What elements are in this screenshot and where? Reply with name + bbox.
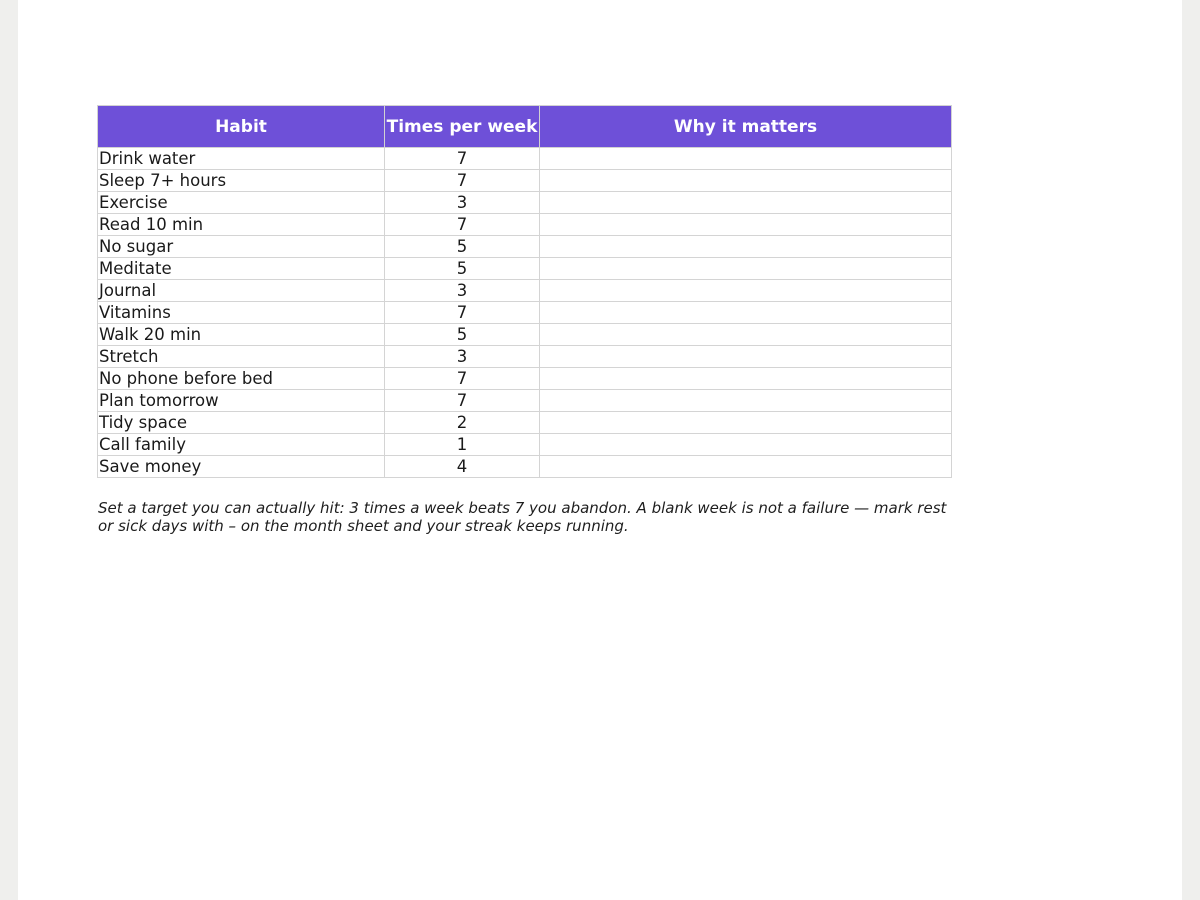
- habit-rows: [98, 148, 952, 478]
- footnote: Set a target you can actually hit: 3 times a week beats 7 you abandon. A blank week is not a failure — mark rest or sick days with – on the month sheet and your streak keeps running.: [98, 499, 947, 535]
- times-per-week-cell[interactable]: 5: [385, 324, 540, 346]
- habit-cell[interactable]: Read 10 min: [98, 214, 385, 236]
- table-row: [98, 214, 952, 236]
- why-it-matters-cell[interactable]: [540, 390, 952, 412]
- document-page: [18, 0, 1182, 900]
- header-times-per-week: Times per week: [385, 106, 540, 148]
- table-row: [98, 236, 952, 258]
- times-per-week-cell[interactable]: 3: [385, 346, 540, 368]
- table-row: [98, 258, 952, 280]
- table-row: [98, 390, 952, 412]
- times-per-week-cell[interactable]: 4: [385, 456, 540, 478]
- habit-cell[interactable]: Sleep 7+ hours: [98, 170, 385, 192]
- habit-cell[interactable]: No phone before bed: [98, 368, 385, 390]
- header-why-it-matters: Why it matters: [540, 106, 952, 148]
- habit-cell[interactable]: Call family: [98, 434, 385, 456]
- times-per-week-cell[interactable]: 3: [385, 280, 540, 302]
- habit-cell[interactable]: Journal: [98, 280, 385, 302]
- times-per-week-cell[interactable]: 5: [385, 258, 540, 280]
- why-it-matters-cell[interactable]: [540, 434, 952, 456]
- habit-cell[interactable]: Save money: [98, 456, 385, 478]
- times-per-week-cell[interactable]: 7: [385, 368, 540, 390]
- times-per-week-cell[interactable]: 7: [385, 302, 540, 324]
- table-row: [98, 434, 952, 456]
- why-it-matters-cell[interactable]: [540, 236, 952, 258]
- why-it-matters-cell[interactable]: [540, 280, 952, 302]
- why-it-matters-cell[interactable]: [540, 170, 952, 192]
- habit-cell[interactable]: Stretch: [98, 346, 385, 368]
- habit-cell[interactable]: Exercise: [98, 192, 385, 214]
- table-row: [98, 324, 952, 346]
- why-it-matters-cell[interactable]: [540, 214, 952, 236]
- times-per-week-cell[interactable]: 5: [385, 236, 540, 258]
- table-row: [98, 456, 952, 478]
- habit-cell[interactable]: Meditate: [98, 258, 385, 280]
- why-it-matters-cell[interactable]: [540, 456, 952, 478]
- table-row: [98, 412, 952, 434]
- header-row: [98, 106, 952, 148]
- times-per-week-cell[interactable]: 7: [385, 390, 540, 412]
- why-it-matters-cell[interactable]: [540, 368, 952, 390]
- why-it-matters-cell[interactable]: [540, 148, 952, 170]
- times-per-week-cell[interactable]: 7: [385, 214, 540, 236]
- habit-cell[interactable]: Tidy space: [98, 412, 385, 434]
- habit-cell[interactable]: Vitamins: [98, 302, 385, 324]
- table-row: [98, 346, 952, 368]
- habit-cell[interactable]: No sugar: [98, 236, 385, 258]
- table-row: [98, 148, 952, 170]
- table-row: [98, 192, 952, 214]
- why-it-matters-cell[interactable]: [540, 192, 952, 214]
- table-row: [98, 302, 952, 324]
- habit-cell[interactable]: Drink water: [98, 148, 385, 170]
- habit-cell[interactable]: Plan tomorrow: [98, 390, 385, 412]
- why-it-matters-cell[interactable]: [540, 302, 952, 324]
- why-it-matters-cell[interactable]: [540, 324, 952, 346]
- table-row: [98, 368, 952, 390]
- header-habit: Habit: [98, 106, 385, 148]
- table-row: [98, 280, 952, 302]
- table-row: [98, 170, 952, 192]
- times-per-week-cell[interactable]: 1: [385, 434, 540, 456]
- why-it-matters-cell[interactable]: [540, 412, 952, 434]
- times-per-week-cell[interactable]: 7: [385, 148, 540, 170]
- why-it-matters-cell[interactable]: [540, 346, 952, 368]
- times-per-week-cell[interactable]: 7: [385, 170, 540, 192]
- times-per-week-cell[interactable]: 2: [385, 412, 540, 434]
- times-per-week-cell[interactable]: 3: [385, 192, 540, 214]
- habit-cell[interactable]: Walk 20 min: [98, 324, 385, 346]
- why-it-matters-cell[interactable]: [540, 258, 952, 280]
- habit-table: [97, 105, 952, 478]
